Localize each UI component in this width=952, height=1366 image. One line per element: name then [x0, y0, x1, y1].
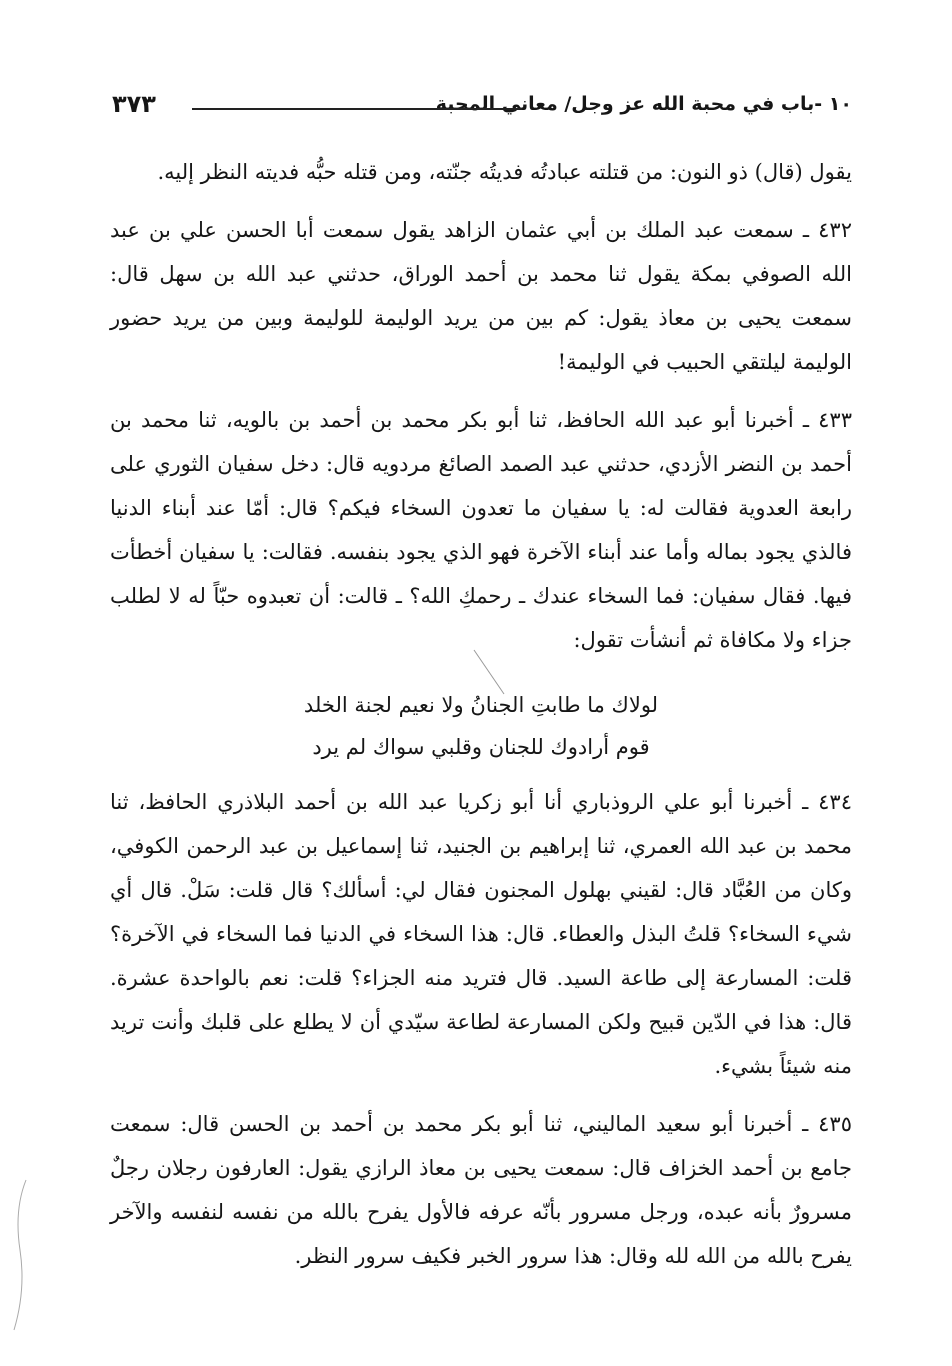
running-header [112, 86, 852, 130]
paragraph-435: ٤٣٥ ـ أخبرنا أبو سعيد الماليني، ثنا أبو بكر محمد بن أحمد بن الحسن قال: سمعت جامع بن أحمد الخزاف قال: سمعت يحيى بن معاذ الرازي يقول: العارفون رجلان رجلٌ مسرورٌ بأنه عبده، ورجل مسرور بأنّه عرفه فالأول يفرح بالله من نفسه لنفسه والآخر يفرح بالله من الله لله وقال: هذا سرور الخبر فكيف سرور النظر. [110, 1112, 852, 1268]
paragraph-dhun-nun: يقول (قال) ذو النون: من قتلته عبادتُه فديتُه جنّته، ومن قتله حبُّه فديته النظر إليه. [157, 160, 852, 184]
paragraph-434: ٤٣٤ ـ أخبرنا أبو علي الروذباري أنا أبو زكريا عبد الله بن أحمد البلاذري الحافظ، ثنا محمد بن عبد الله العمري، ثنا إبراهيم بن الجنيد، ثنا إسماعيل بن عبد الرحمن الكوفي، وكان من العُبَّاد قال: لقيني بهلول المجنون فقال لي: أسألك؟ قال قلت: سَلْ. قال أي شيء السخاء؟ قلتُ البذل والعطاء. قال: هذا السخاء في الدنيا فما السخاء في الآخرة؟ قلت: المسارعة إلى طاعة السيد. قال فتريد منه الجزاء؟ قلت: نعم بالواحدة عشرة. قال: هذا في الدّين قبيح ولكن المسارعة لطاعة سيّدي أن لا يطلع على قلبك وأنت تريد منه شيئاً بشيء. [110, 790, 852, 1078]
chapter-title: ١٠ -باب في محبة الله عز وجل/ معاني المحبة [435, 93, 852, 115]
text-block-upper [110, 150, 852, 662]
margin-scribble [0, 1170, 40, 1340]
pen-mark [470, 648, 510, 698]
verse-line-1: لولاك ما طابتِ الجنانُ ولا نعيم لجنة الخلد [303, 693, 659, 717]
header-rule [192, 108, 522, 110]
verse-line-2: قوم أرادوك للجنان وقلبي سواك لم يرد [312, 735, 650, 759]
page-number: ٣٧٣ [112, 90, 156, 118]
paragraph-432: ٤٣٢ ـ سمعت عبد الملك بن أبي عثمان الزاهد يقول سمعت أبا الحسن علي بن عبد الله الصوفي بمكة يقول ثنا محمد بن أحمد الوراق، حدثني عبد الله بن سهل قال: سمعت يحيى بن معاذ يقول: كم بين من يريد الوليمة للوليمة وبين من يريد حضور الوليمة ليلتقي الحبيب في الوليمة! [110, 218, 852, 374]
text-block-lower [110, 780, 852, 1278]
paragraph-433: ٤٣٣ ـ أخبرنا أبو عبد الله الحافظ، ثنا أبو بكر محمد بن أحمد بن بالويه، ثنا محمد بن أحمد بن النضر الأزدي، حدثني عبد الصمد الصائغ مردويه قال: دخل سفيان الثوري على رابعة العدوية فقالت له: يا سفيان ما تعدون السخاء فيكم؟ قال: أمّا عند أبناء الدنيا فالذي يجود بماله وأما عند أبناء الآخرة فهو الذي يجود بنفسه. فقالت: يا سفيان أخطأت فيها. فقال سفيان: فما السخاء عندك ـ رحمكِ الله؟ ـ قالت: أن تعبدوه حبّاً له لا لطلب جزاء ولا مكافاة ثم أنشأت تقول: [110, 408, 852, 652]
